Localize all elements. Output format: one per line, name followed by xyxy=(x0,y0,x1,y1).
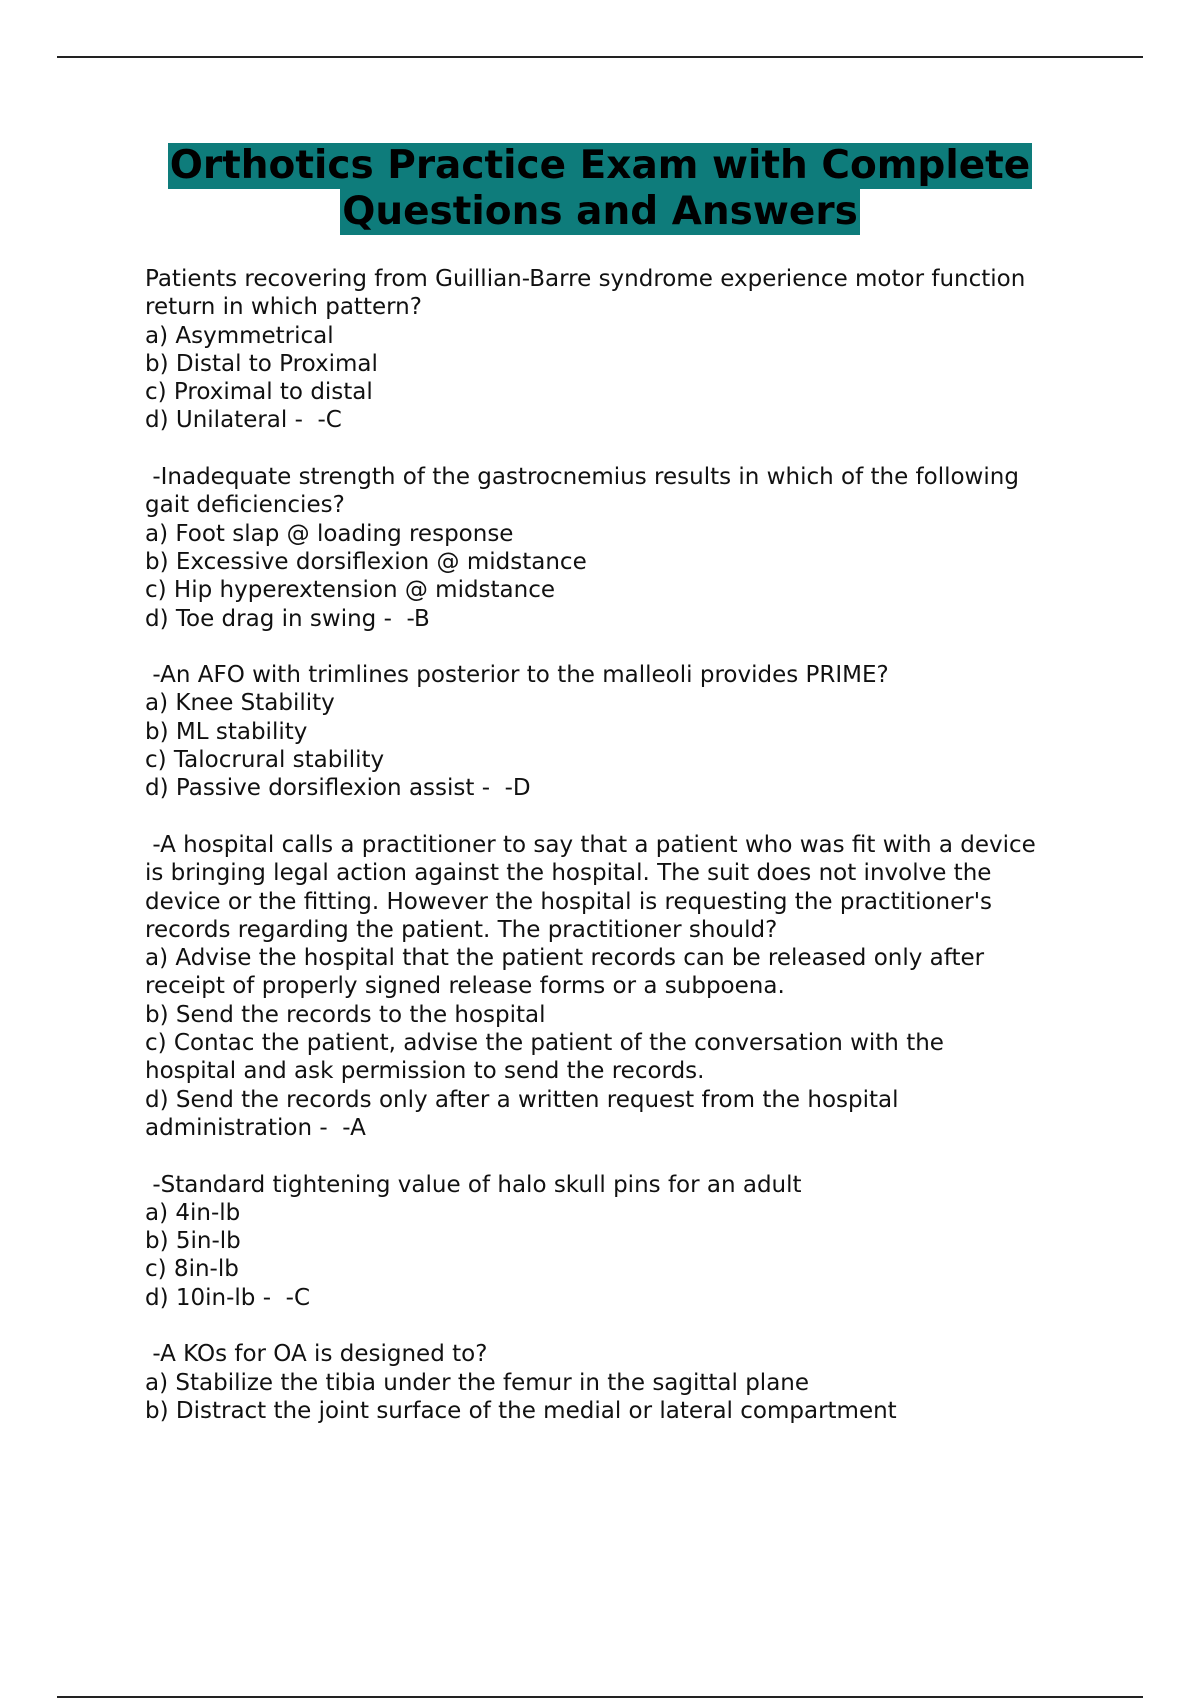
question-text: -A hospital calls a practitioner to say that a patient who was fit with a device xyxy=(145,831,1036,858)
answer-option: b) Excessive dorsiflexion @ midstance xyxy=(145,548,587,575)
top-rule xyxy=(57,56,1143,58)
answer-option: d) Send the records only after a written request from the hospital xyxy=(145,1086,899,1113)
question-text: device or the fitting. However the hospital is requesting the practitioner's xyxy=(145,888,993,915)
answer-option: c) 8in-lb xyxy=(145,1256,239,1283)
title-line-1: Orthotics Practice Exam with Complete xyxy=(169,143,1031,188)
answer-option: c) Hip hyperextension @ midstance xyxy=(145,577,556,604)
question-text: return in which pattern? xyxy=(145,294,422,321)
answer-option: b) ML stability xyxy=(145,718,308,745)
answer-option: administration - -A xyxy=(145,1114,366,1141)
answer-option: d) Unilateral - -C xyxy=(145,407,342,434)
answer-option: d) 10in-lb - -C xyxy=(145,1284,310,1311)
answer-option: c) Talocrural stability xyxy=(145,747,385,774)
question-text: gait deficiencies? xyxy=(145,492,345,519)
answer-option: d) Toe drag in swing - -B xyxy=(145,605,430,632)
bottom-rule xyxy=(57,1696,1143,1698)
document-title xyxy=(0,143,1200,235)
answer-option: a) Advise the hospital that the patient records can be released only after xyxy=(145,945,985,972)
answer-option: a) 4in-lb xyxy=(145,1199,241,1226)
question-text: -Standard tightening value of halo skull pins for an adult xyxy=(145,1171,802,1198)
answer-option: b) 5in-lb xyxy=(145,1228,241,1255)
question-text: Patients recovering from Guillian-Barre syndrome experience motor function xyxy=(145,266,1026,292)
answer-option: c) Contac the patient, advise the patient of the conversation with the xyxy=(145,1030,944,1057)
questions-list xyxy=(145,265,1095,1453)
answer-option: a) Foot slap @ loading response xyxy=(145,520,514,547)
question-5 xyxy=(145,1171,1095,1312)
question-text: -An AFO with trimlines posterior to the malleoli provides PRIME? xyxy=(145,662,889,689)
question-text: -Inadequate strength of the gastrocnemius results in which of the following xyxy=(145,464,1019,491)
question-2 xyxy=(145,463,1095,633)
answer-option: b) Distract the joint surface of the medial or lateral compartment xyxy=(145,1397,897,1424)
answer-option: c) Proximal to distal xyxy=(145,379,373,406)
answer-option: a) Asymmetrical xyxy=(145,322,334,349)
title-line-2: Questions and Answers xyxy=(342,189,858,234)
question-4 xyxy=(145,831,1095,1142)
answer-option: receipt of properly signed release forms or a subpoena. xyxy=(145,973,785,1000)
question-text: -A KOs for OA is designed to? xyxy=(145,1341,488,1368)
answer-option: d) Passive dorsiflexion assist - -D xyxy=(145,775,531,802)
answer-option: b) Send the records to the hospital xyxy=(145,1001,546,1028)
answer-option: hospital and ask permission to send the records. xyxy=(145,1058,705,1085)
answer-option: a) Knee Stability xyxy=(145,690,335,717)
question-3 xyxy=(145,661,1095,802)
question-6 xyxy=(145,1340,1095,1425)
question-1 xyxy=(145,265,1095,435)
question-text: records regarding the patient. The practitioner should? xyxy=(145,916,778,943)
answer-option: a) Stabilize the tibia under the femur in the sagittal plane xyxy=(145,1369,810,1396)
question-text: is bringing legal action against the hospital. The suit does not involve the xyxy=(145,860,992,887)
answer-option: b) Distal to Proximal xyxy=(145,350,378,377)
